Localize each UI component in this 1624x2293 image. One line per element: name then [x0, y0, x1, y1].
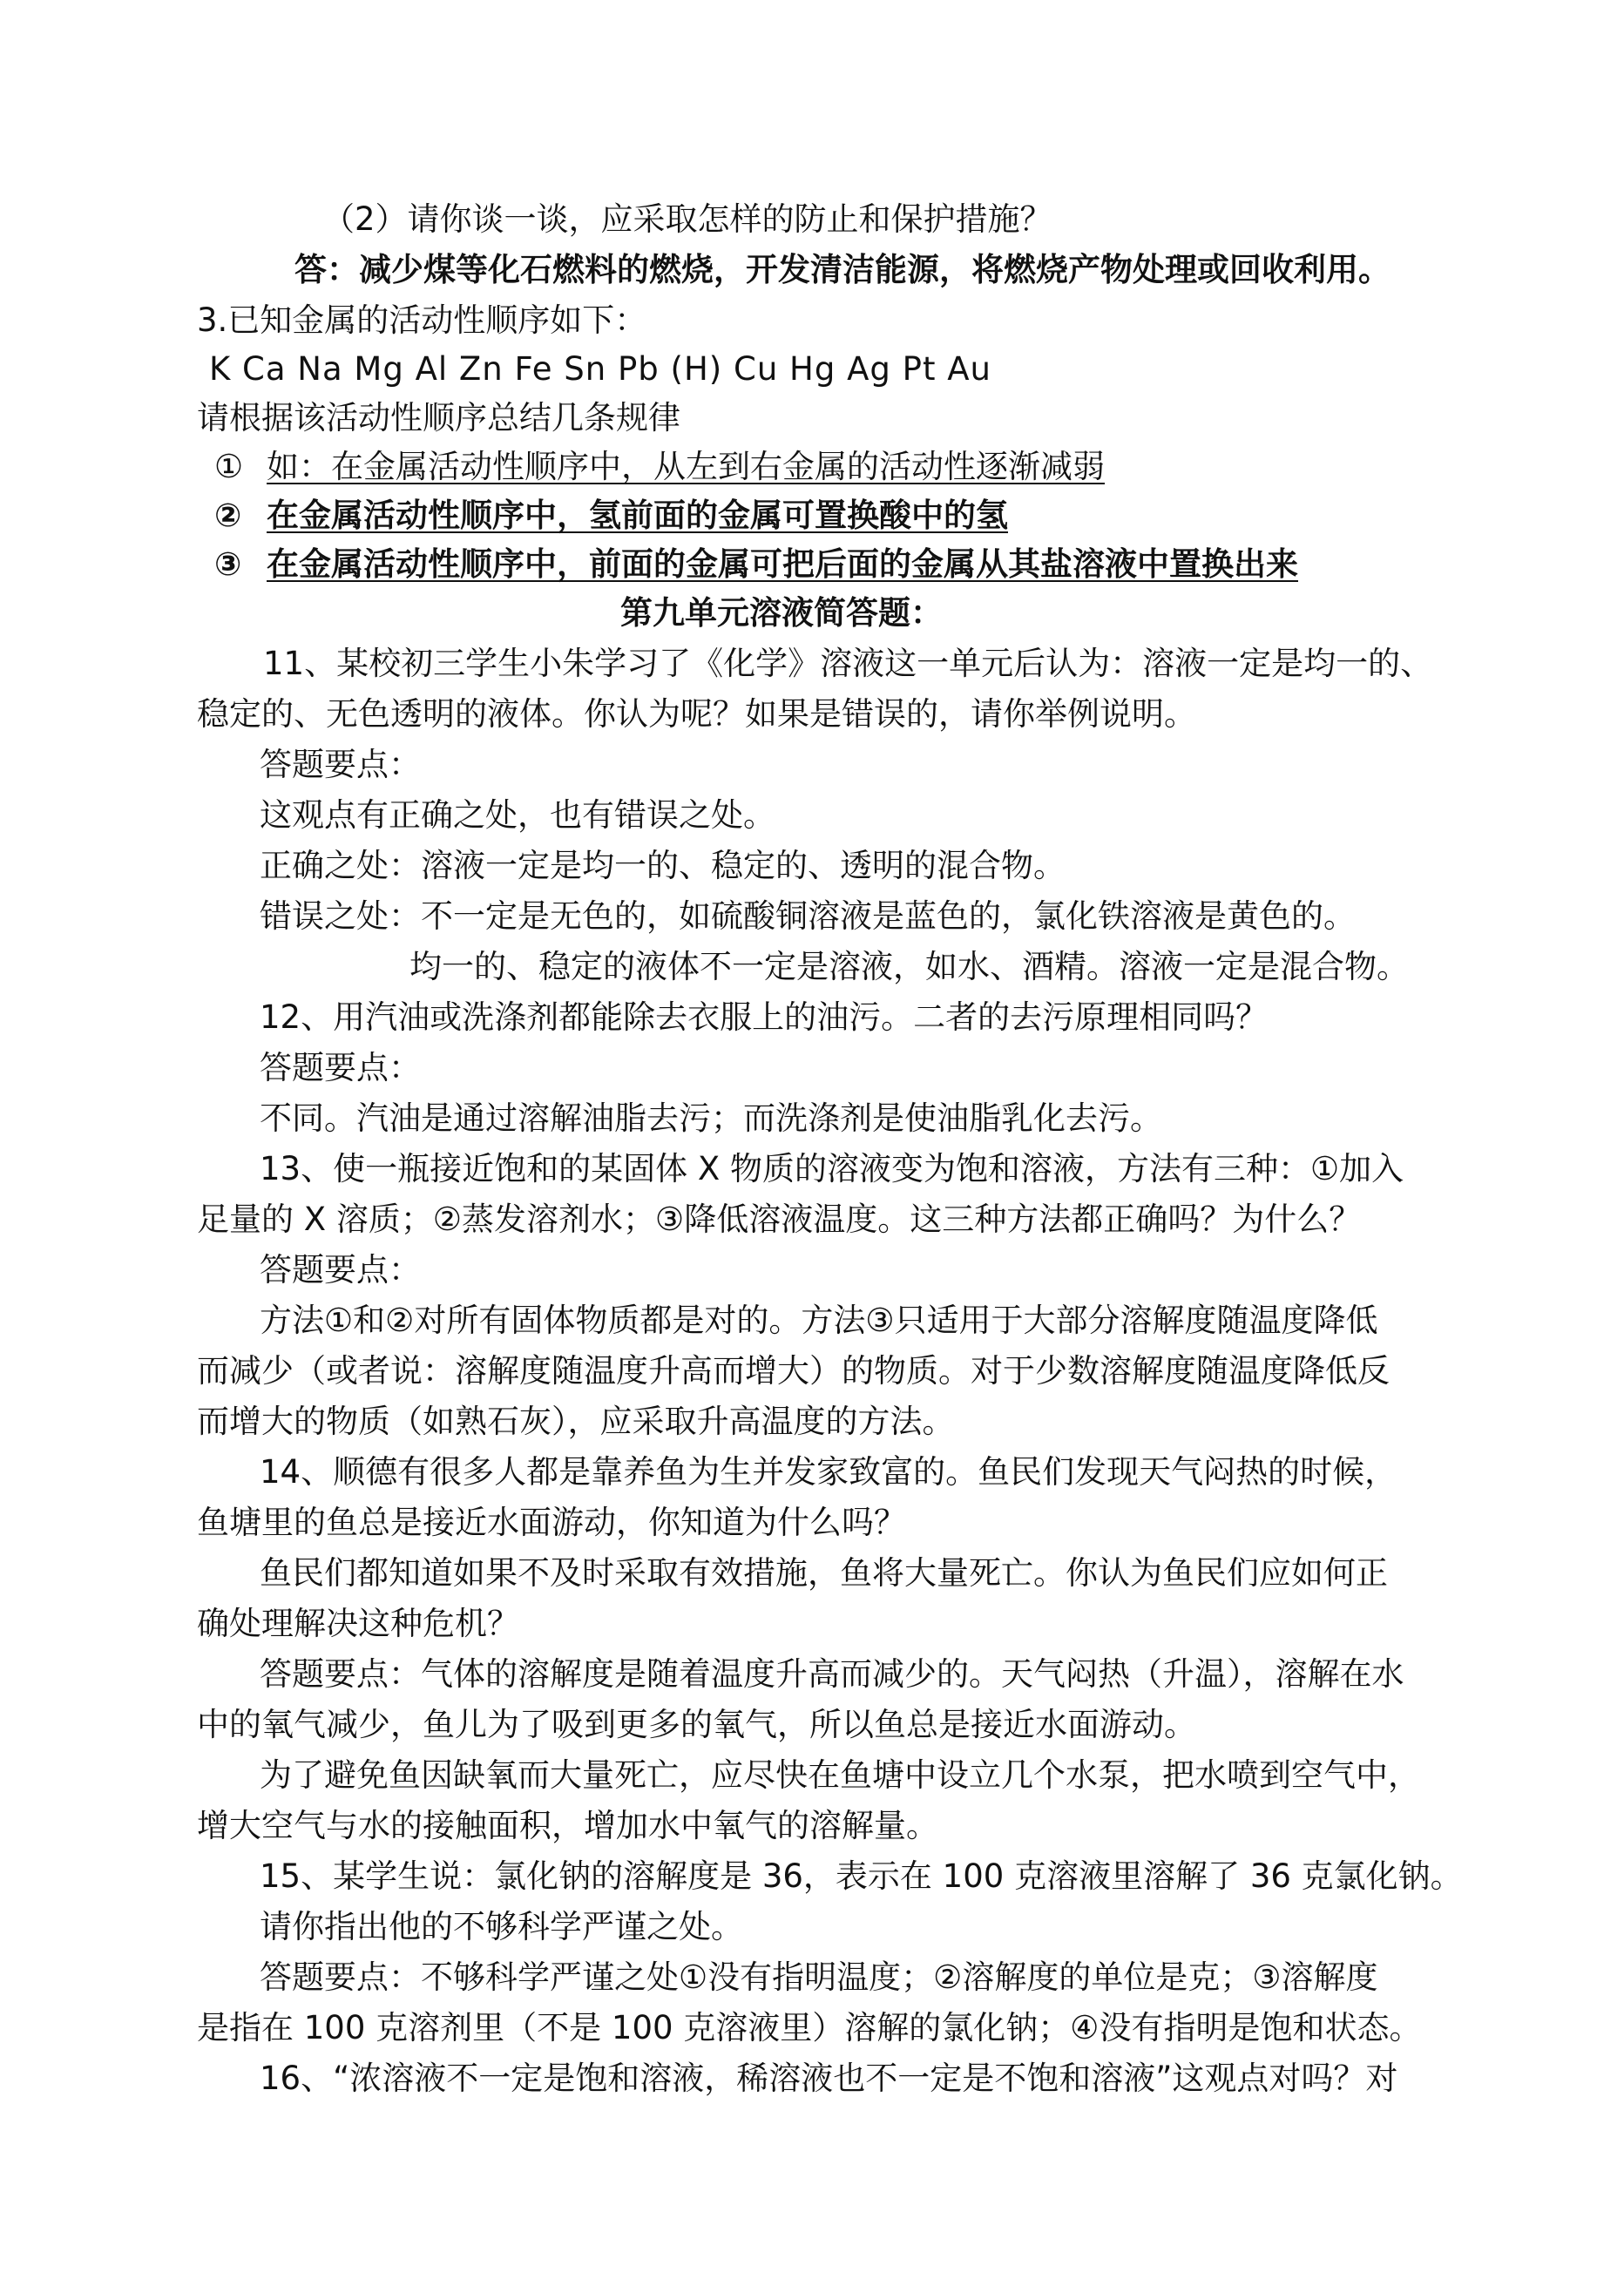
q14-answer-2: 中的氧气减少，鱼儿为了吸到更多的氧气，所以鱼总是接近水面游动。 — [197, 1706, 1196, 1743]
q14-answer-4: 增大空气与水的接触面积，增加水中氧气的溶解量。 — [197, 1807, 938, 1844]
rule-2 — [214, 495, 1008, 537]
q13-answer-key: 答题要点： — [260, 1251, 421, 1289]
q11-answer-3: 错误之处：不一定是无色的，如硫酸铜溶液是蓝色的，氯化铁溶液是黄色的。 — [260, 897, 1356, 935]
q14-answer-3: 为了避免鱼因缺氧而大量死亡，应尽快在鱼塘中设立几个水泵，把水喷到空气中， — [260, 1756, 1420, 1794]
q13-question-line1: 13、使一瓶接近饱和的某固体 X 物质的溶液变为饱和溶液，方法有三种：①加入 — [260, 1150, 1404, 1187]
q3-title: 3.已知金属的活动性顺序如下： — [197, 301, 647, 339]
q13-question-line2: 足量的 X 溶质；②蒸发溶剂水；③降低溶液温度。这三种方法都正确吗？为什么？ — [197, 1201, 1362, 1238]
q11-answer-2: 正确之处：溶液一定是均一的、稳定的、透明的混合物。 — [260, 847, 1066, 884]
q12-answer-1: 不同。汽油是通过溶解油脂去污；而洗涤剂是使油脂乳化去污。 — [260, 1099, 1162, 1137]
rule-text: 在金属活动性顺序中，前面的金属可把后面的金属从其盐溶液中置换出来 — [267, 545, 1298, 583]
q15-answer-1: 答题要点：不够科学严谨之处①没有指明温度；②溶解度的单位是克；③溶解度 — [260, 1958, 1378, 1996]
q15-question-line2: 请你指出他的不够科学严谨之处。 — [260, 1908, 743, 1945]
rule-text: 在金属活动性顺序中，氢前面的金属可置换酸中的氢 — [267, 497, 1008, 534]
q12-question: 12、用汽油或洗涤剂都能除去衣服上的油污。二者的去污原理相同吗？ — [260, 998, 1269, 1036]
q14-question-line2: 鱼塘里的鱼总是接近水面游动，你知道为什么吗？ — [197, 1504, 906, 1541]
q13-answer-3: 而增大的物质（如熟石灰），应采取升高温度的方法。 — [197, 1403, 955, 1440]
q14-question-line4: 确处理解决这种危机？ — [197, 1605, 519, 1642]
q11-answer-4: 均一的、稳定的液体不一定是溶液，如水、酒精。溶液一定是混合物。 — [409, 948, 1409, 985]
q11-question-line2: 稳定的、无色透明的液体。你认为呢？如果是错误的，请你举例说明。 — [197, 695, 1196, 733]
rule-marker: ② — [214, 497, 242, 534]
q16-question-line1: 16、“浓溶液不一定是饱和溶液，稀溶液也不一定是不饱和溶液”这观点对吗？对 — [260, 2060, 1398, 2097]
q13-answer-1: 方法①和②对所有固体物质都是对的。方法③只适用于大部分溶解度随温度降低 — [260, 1302, 1378, 1339]
q3-prompt: 请根据该活动性顺序总结几条规律 — [197, 399, 680, 436]
q11-question-line1: 11、某校初三学生小朱学习了《化学》溶液这一单元后认为：溶液一定是均一的、 — [263, 645, 1433, 682]
q14-answer-1: 答题要点：气体的溶解度是随着温度升高而减少的。天气闷热（升温），溶解在水 — [260, 1655, 1404, 1693]
rule-3 — [214, 544, 1298, 585]
q14-question-line3: 鱼民们都知道如果不及时采取有效措施，鱼将大量死亡。你认为鱼民们应如何正 — [260, 1554, 1388, 1592]
q2-subquestion: （2）请你谈一谈，应采取怎样的防止和保护措施？ — [322, 200, 1052, 238]
rule-marker: ③ — [214, 545, 242, 583]
q13-answer-2: 而减少（或者说：溶解度随温度升高而增大）的物质。对于少数溶解度随温度降低反 — [197, 1352, 1390, 1390]
q3-metal-activity-series: K Ca Na Mg Al Zn Fe Sn Pb (H) Cu Hg Ag Pt Au — [209, 350, 991, 388]
q15-question-line1: 15、某学生说：氯化钠的溶解度是 36，表示在 100 克溶液里溶解了 36 克氯化钠。 — [260, 1857, 1463, 1895]
q14-question-line1: 14、顺德有很多人都是靠养鱼为生并发家致富的。鱼民们发现天气闷热的时候， — [260, 1453, 1397, 1491]
q11-answer-key: 答题要点： — [260, 746, 421, 783]
q2-answer: 答：减少煤等化石燃料的燃烧，开发清洁能源，将燃烧产物处理或回收利用。 — [294, 251, 1391, 288]
rule-text: 如：在金属活动性顺序中，从左到右金属的活动性逐渐减弱 — [267, 448, 1105, 485]
q15-answer-2: 是指在 100 克溶剂里（不是 100 克溶液里）溶解的氯化钠；④没有指明是饱和状态。 — [197, 2009, 1422, 2046]
unit9-heading: 第九单元溶液简答题： — [620, 594, 943, 632]
rule-1 — [214, 446, 1105, 488]
q11-answer-1: 这观点有正确之处，也有错误之处。 — [260, 796, 775, 834]
rule-marker: ① — [214, 448, 244, 485]
q12-answer-key: 答题要点： — [260, 1049, 421, 1086]
